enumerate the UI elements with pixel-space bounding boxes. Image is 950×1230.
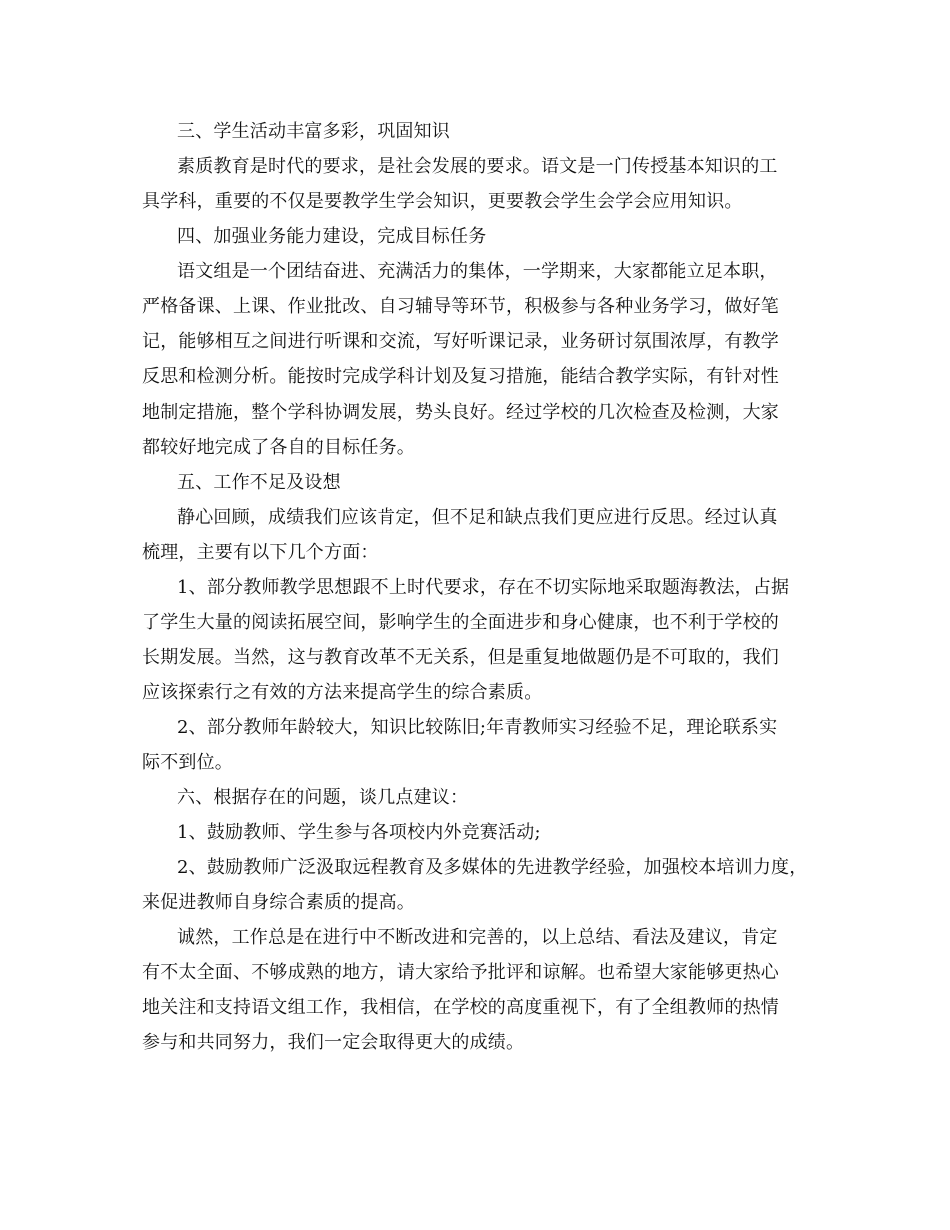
heading-section-3: 三、学生活动丰富多彩，巩固知识: [177, 121, 450, 142]
list-item-line: 2、鼓励教师广泛汲取远程教育及多媒体的先进教学经验，加强校本培训力度，: [177, 857, 808, 878]
list-item-line: 应该探索行之有效的方法来提高学生的综合素质。: [142, 682, 543, 703]
list-item-line: 1、部分教师教学思想跟不上时代要求，存在不切实际地采取题海教法，占据: [177, 577, 790, 598]
paragraph-line: 具学科，重要的不仅是要教学生学会知识，更要教会学生会学会应用知识。: [142, 191, 743, 212]
paragraph-line: 语文组是一个团结奋进、充满活力的集体，一学期来，大家都能立足本职，: [177, 261, 778, 282]
paragraph-line: 素质教育是时代的要求，是社会发展的要求。语文是一门传授基本知识的工: [177, 156, 778, 177]
paragraph-line: 静心回顾，成绩我们应该肯定，但不足和缺点我们更应进行反思。经过认真: [177, 507, 778, 528]
paragraph-line: 有不太全面、不够成熟的地方，请大家给予批评和谅解。也希望大家能够更热心: [142, 962, 779, 983]
list-item-line: 2、部分教师年龄较大，知识比较陈旧;年青教师实习经验不足，理论联系实: [177, 717, 778, 738]
list-item-line: 了学生大量的阅读拓展空间，影响学生的全面进步和身心健康，也不利于学校的: [142, 612, 779, 633]
list-item-line: 来促进教师自身综合素质的提高。: [142, 892, 415, 913]
paragraph-line: 梳理，主要有以下几个方面：: [142, 542, 379, 563]
list-item-line: 1、鼓励教师、学生参与各项校内外竞赛活动;: [177, 822, 541, 843]
heading-section-6: 六、根据存在的问题，谈几点建议：: [177, 787, 469, 808]
list-item-line: 际不到位。: [142, 752, 233, 773]
paragraph-line: 诚然，工作总是在进行中不断改进和完善的，以上总结、看法及建议，肯定: [177, 927, 778, 948]
paragraph-line: 参与和共同努力，我们一定会取得更大的成绩。: [142, 1032, 525, 1053]
heading-section-5: 五、工作不足及设想: [177, 472, 341, 493]
paragraph-line: 都较好地完成了各自的目标任务。: [142, 437, 415, 458]
paragraph-line: 记，能够相互之间进行听课和交流，写好听课记录，业务研讨氛围浓厚，有教学: [142, 331, 779, 352]
paragraph-line: 反思和检测分析。能按时完成学科计划及复习措施，能结合教学实际，有针对性: [142, 366, 779, 387]
paragraph-line: 严格备课、上课、作业批改、自习辅导等环节，积极参与各种业务学习，做好笔: [142, 296, 779, 317]
paragraph-line: 地制定措施，整个学科协调发展，势头良好。经过学校的几次检查及检测，大家: [142, 402, 779, 423]
list-item-line: 长期发展。当然，这与教育改革不无关系，但是重复地做题仍是不可取的，我们: [142, 647, 779, 668]
paragraph-line: 地关注和支持语文组工作，我相信，在学校的高度重视下，有了全组教师的热情: [142, 997, 779, 1018]
heading-section-4: 四、加强业务能力建设，完成目标任务: [177, 226, 487, 247]
